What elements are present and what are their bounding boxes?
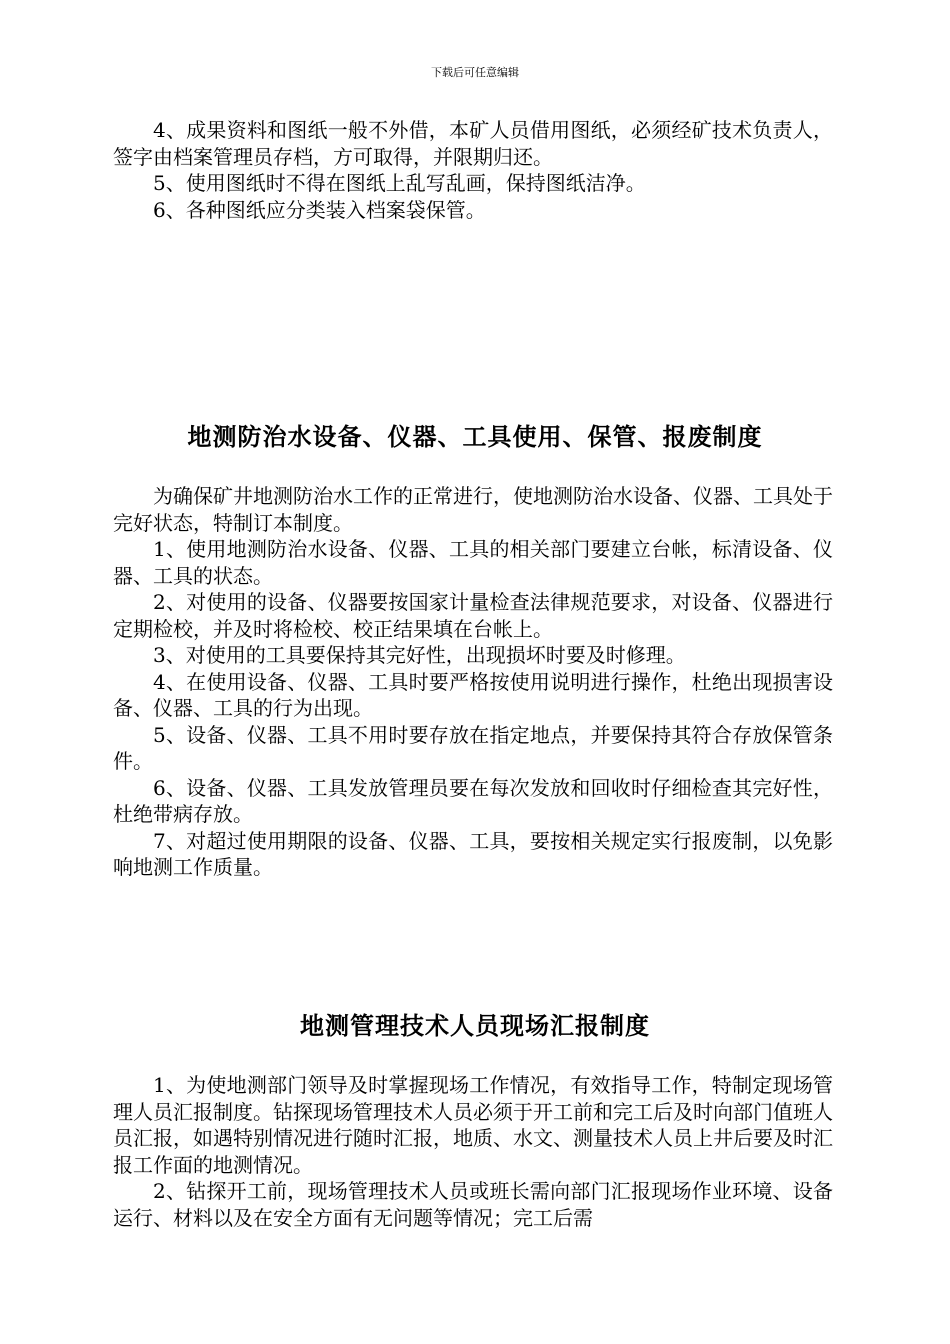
section-2-title: 地测防治水设备、仪器、工具使用、保管、报废制度 [187, 422, 763, 451]
paragraph: 1、使用地测防治水设备、仪器、工具的相关部门要建立台帐，标清设备、仪器、工具的状态。 [113, 537, 833, 588]
paragraph: 6、设备、仪器、工具发放管理员要在每次发放和回收时仔细检查其完好性，杜绝带病存放。 [113, 775, 833, 826]
paragraph: 4、成果资料和图纸一般不外借，本矿人员借用图纸，必须经矿技术负责人，签字由档案管理员存档，方可取得，并限期归还。 [113, 118, 833, 169]
section-2-body [113, 483, 833, 881]
section-1-body [113, 117, 833, 223]
section-3-body [113, 1072, 833, 1231]
paragraph: 1、为使地测部门领导及时掌握现场工作情况，有效指导工作，特制定现场管理人员汇报制度。钻探现场管理技术人员必须于开工前和完工后及时向部门值班人员汇报，如遇特别情况进行随时汇报，地质、水文、测量技术人员上井后要及时汇报工作面的地测情况。 [113, 1073, 833, 1177]
paragraph: 2、对使用的设备、仪器要按国家计量检查法律规范要求，对设备、仪器进行定期检校，并及时将检校、校正结果填在台帐上。 [113, 590, 833, 641]
paragraph: 3、对使用的工具要保持其完好性，出现损坏时要及时修理。 [153, 643, 686, 667]
paragraph: 4、在使用设备、仪器、工具时要严格按使用说明进行操作，杜绝出现损害设备、仪器、工具的行为出现。 [113, 669, 833, 720]
paragraph: 5、设备、仪器、工具不用时要存放在指定地点，并要保持其符合存放保管条件。 [113, 722, 833, 773]
paragraph: 7、对超过使用期限的设备、仪器、工具，要按相关规定实行报废制，以免影响地测工作质量。 [113, 828, 833, 879]
paragraph: 为确保矿井地测防治水工作的正常进行，使地测防治水设备、仪器、工具处于完好状态，特制订本制度。 [113, 484, 833, 535]
paragraph: 5、使用图纸时不得在图纸上乱写乱画，保持图纸洁净。 [153, 171, 646, 195]
paragraph: 2、钻探开工前，现场管理技术人员或班长需向部门汇报现场作业环境、设备运行、材料以及在安全方面有无问题等情况；完工后需 [113, 1179, 833, 1230]
paragraph: 6、各种图纸应分类装入档案袋保管。 [153, 197, 486, 222]
section-3-title: 地测管理技术人员现场汇报制度 [300, 1011, 650, 1040]
page-header: 下载后可任意编辑 [431, 66, 519, 79]
